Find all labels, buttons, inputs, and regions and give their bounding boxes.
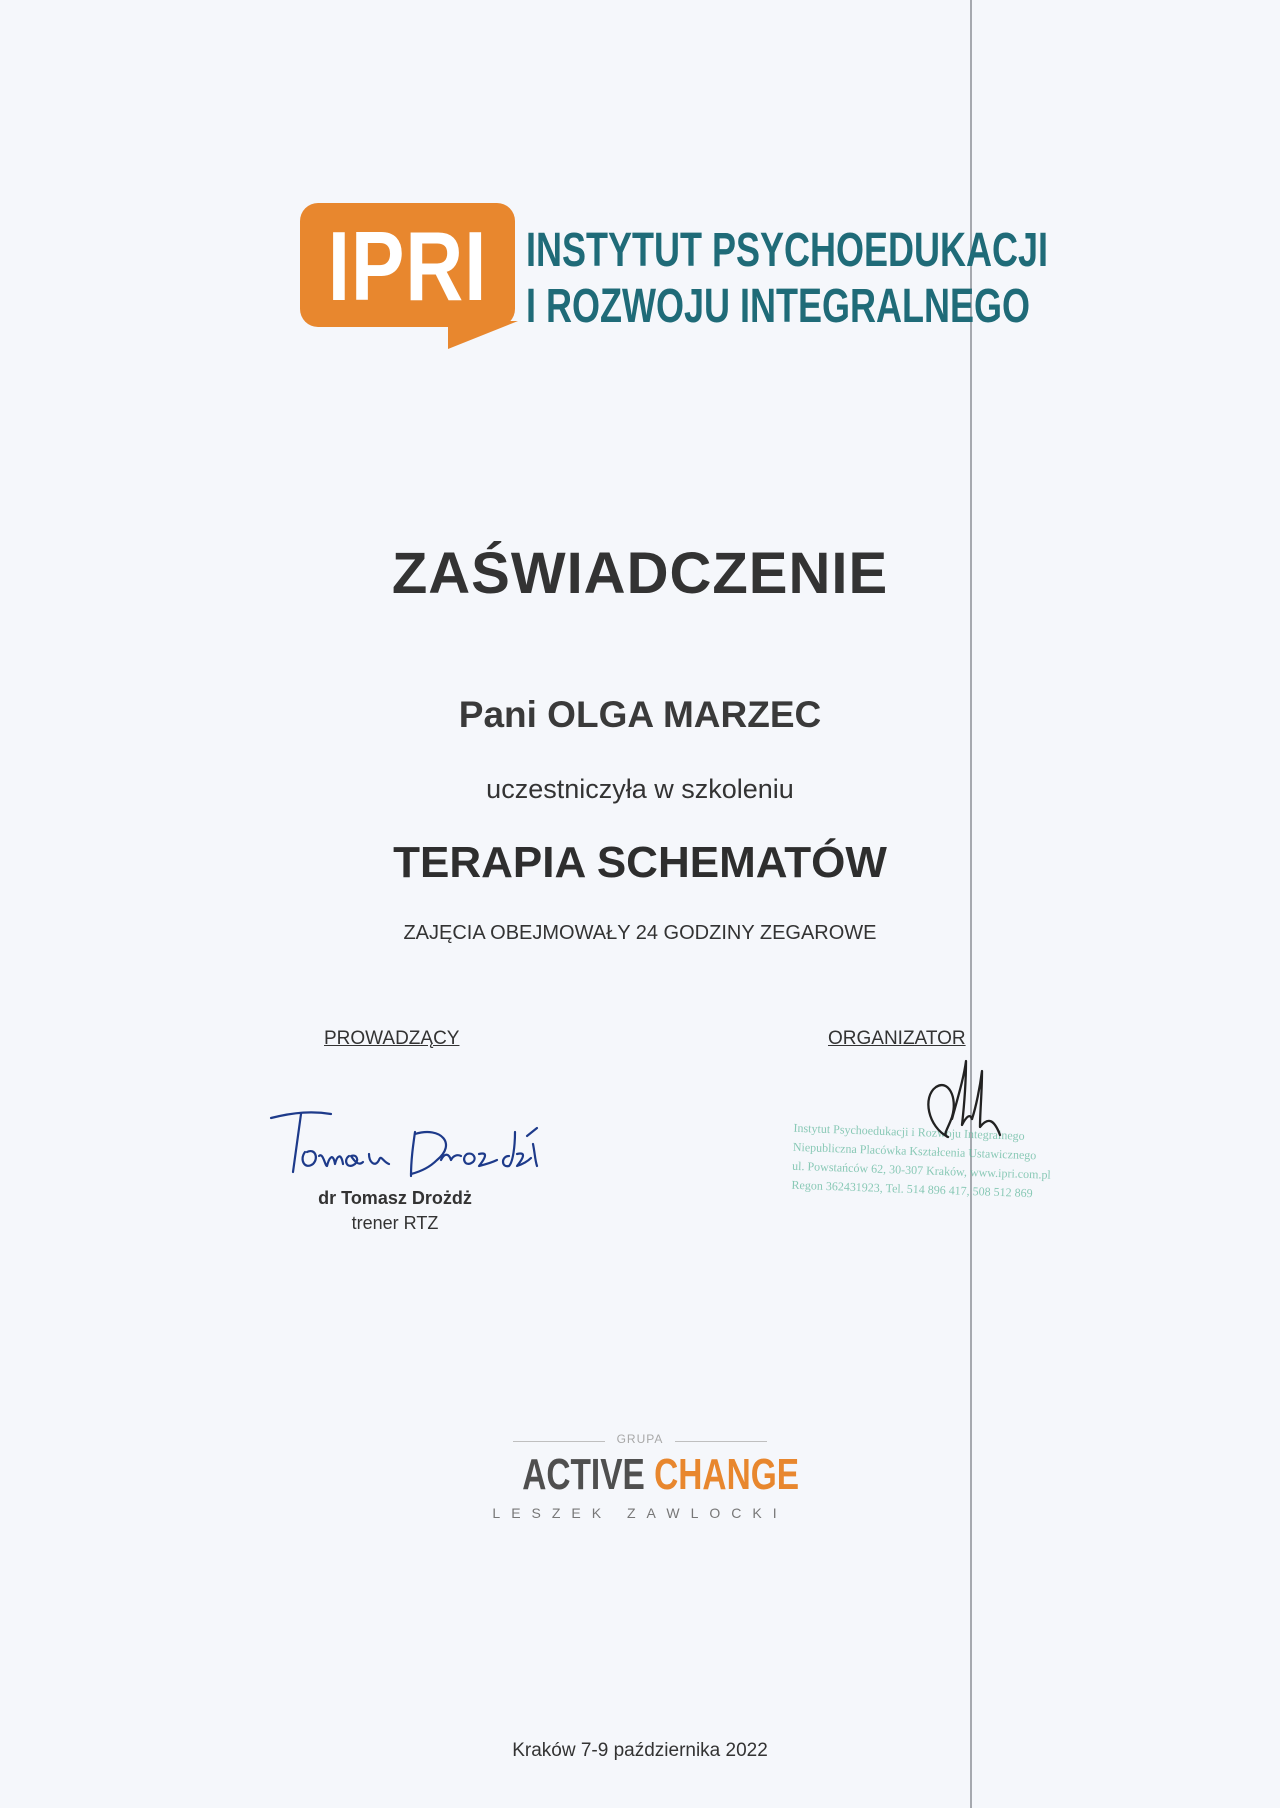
- wordmark-change: CHANGE: [654, 1450, 800, 1499]
- place-date: Kraków 7-9 października 2022: [512, 1740, 768, 1761]
- logo-institution-name: [526, 223, 1049, 335]
- stamp-line: ul. Powstańców 62, 30-307 Kraków, www.ipri.com.pl: [791, 1158, 1052, 1182]
- organizer-signature: [918, 1057, 1028, 1147]
- logo-bubble-tail: [448, 321, 518, 349]
- divider: [675, 1441, 767, 1442]
- active-change-wordmark: [522, 1450, 800, 1500]
- active-change-logo: [485, 1428, 800, 1528]
- logo-line-2: I ROZWOJU INTEGRALNEGO: [526, 280, 1030, 333]
- stamp-line: Instytut Psychoedukacji i Rozwoju Integralnego: [793, 1120, 1025, 1143]
- instructor-label: PROWADZĄCY: [324, 1028, 460, 1049]
- ipri-logo: [300, 203, 1049, 353]
- group-label: GRUPA: [616, 1432, 664, 1446]
- instructor-role: trener RTZ: [351, 1213, 439, 1233]
- stamp-line: Regon 362431923, Tel. 514 896 417, 508 512 869: [791, 1177, 1033, 1201]
- recipient-name: Pani OLGA MARZEC: [458, 694, 822, 735]
- logo-subtitle: LESZEK ZAWLOCKI: [492, 1505, 788, 1521]
- participation-text: uczestniczyła w szkoleniu: [486, 774, 794, 804]
- group-label-row: [485, 1432, 795, 1452]
- certificate-title: ZAŚWIADCZENIE: [391, 541, 889, 606]
- instructor-name: dr Tomasz Drożdż: [318, 1188, 472, 1208]
- logo-line-1: INSTYTUT PSYCHOEDUKACJI: [526, 224, 1049, 277]
- instructor-signature: [265, 1096, 555, 1186]
- organizer-label: ORGANIZATOR: [828, 1028, 966, 1049]
- course-name: TERAPIA SCHEMATÓW: [393, 838, 887, 887]
- wordmark-active: ACTIVE: [522, 1450, 645, 1499]
- logo-acronym: IPRI: [327, 211, 488, 321]
- hours-text: ZAJĘCIA OBEJMOWAŁY 24 GODZINY ZEGAROWE: [403, 922, 877, 944]
- stamp-line: Niepubliczna Placówka Kształcenia Ustawicznego: [792, 1139, 1037, 1163]
